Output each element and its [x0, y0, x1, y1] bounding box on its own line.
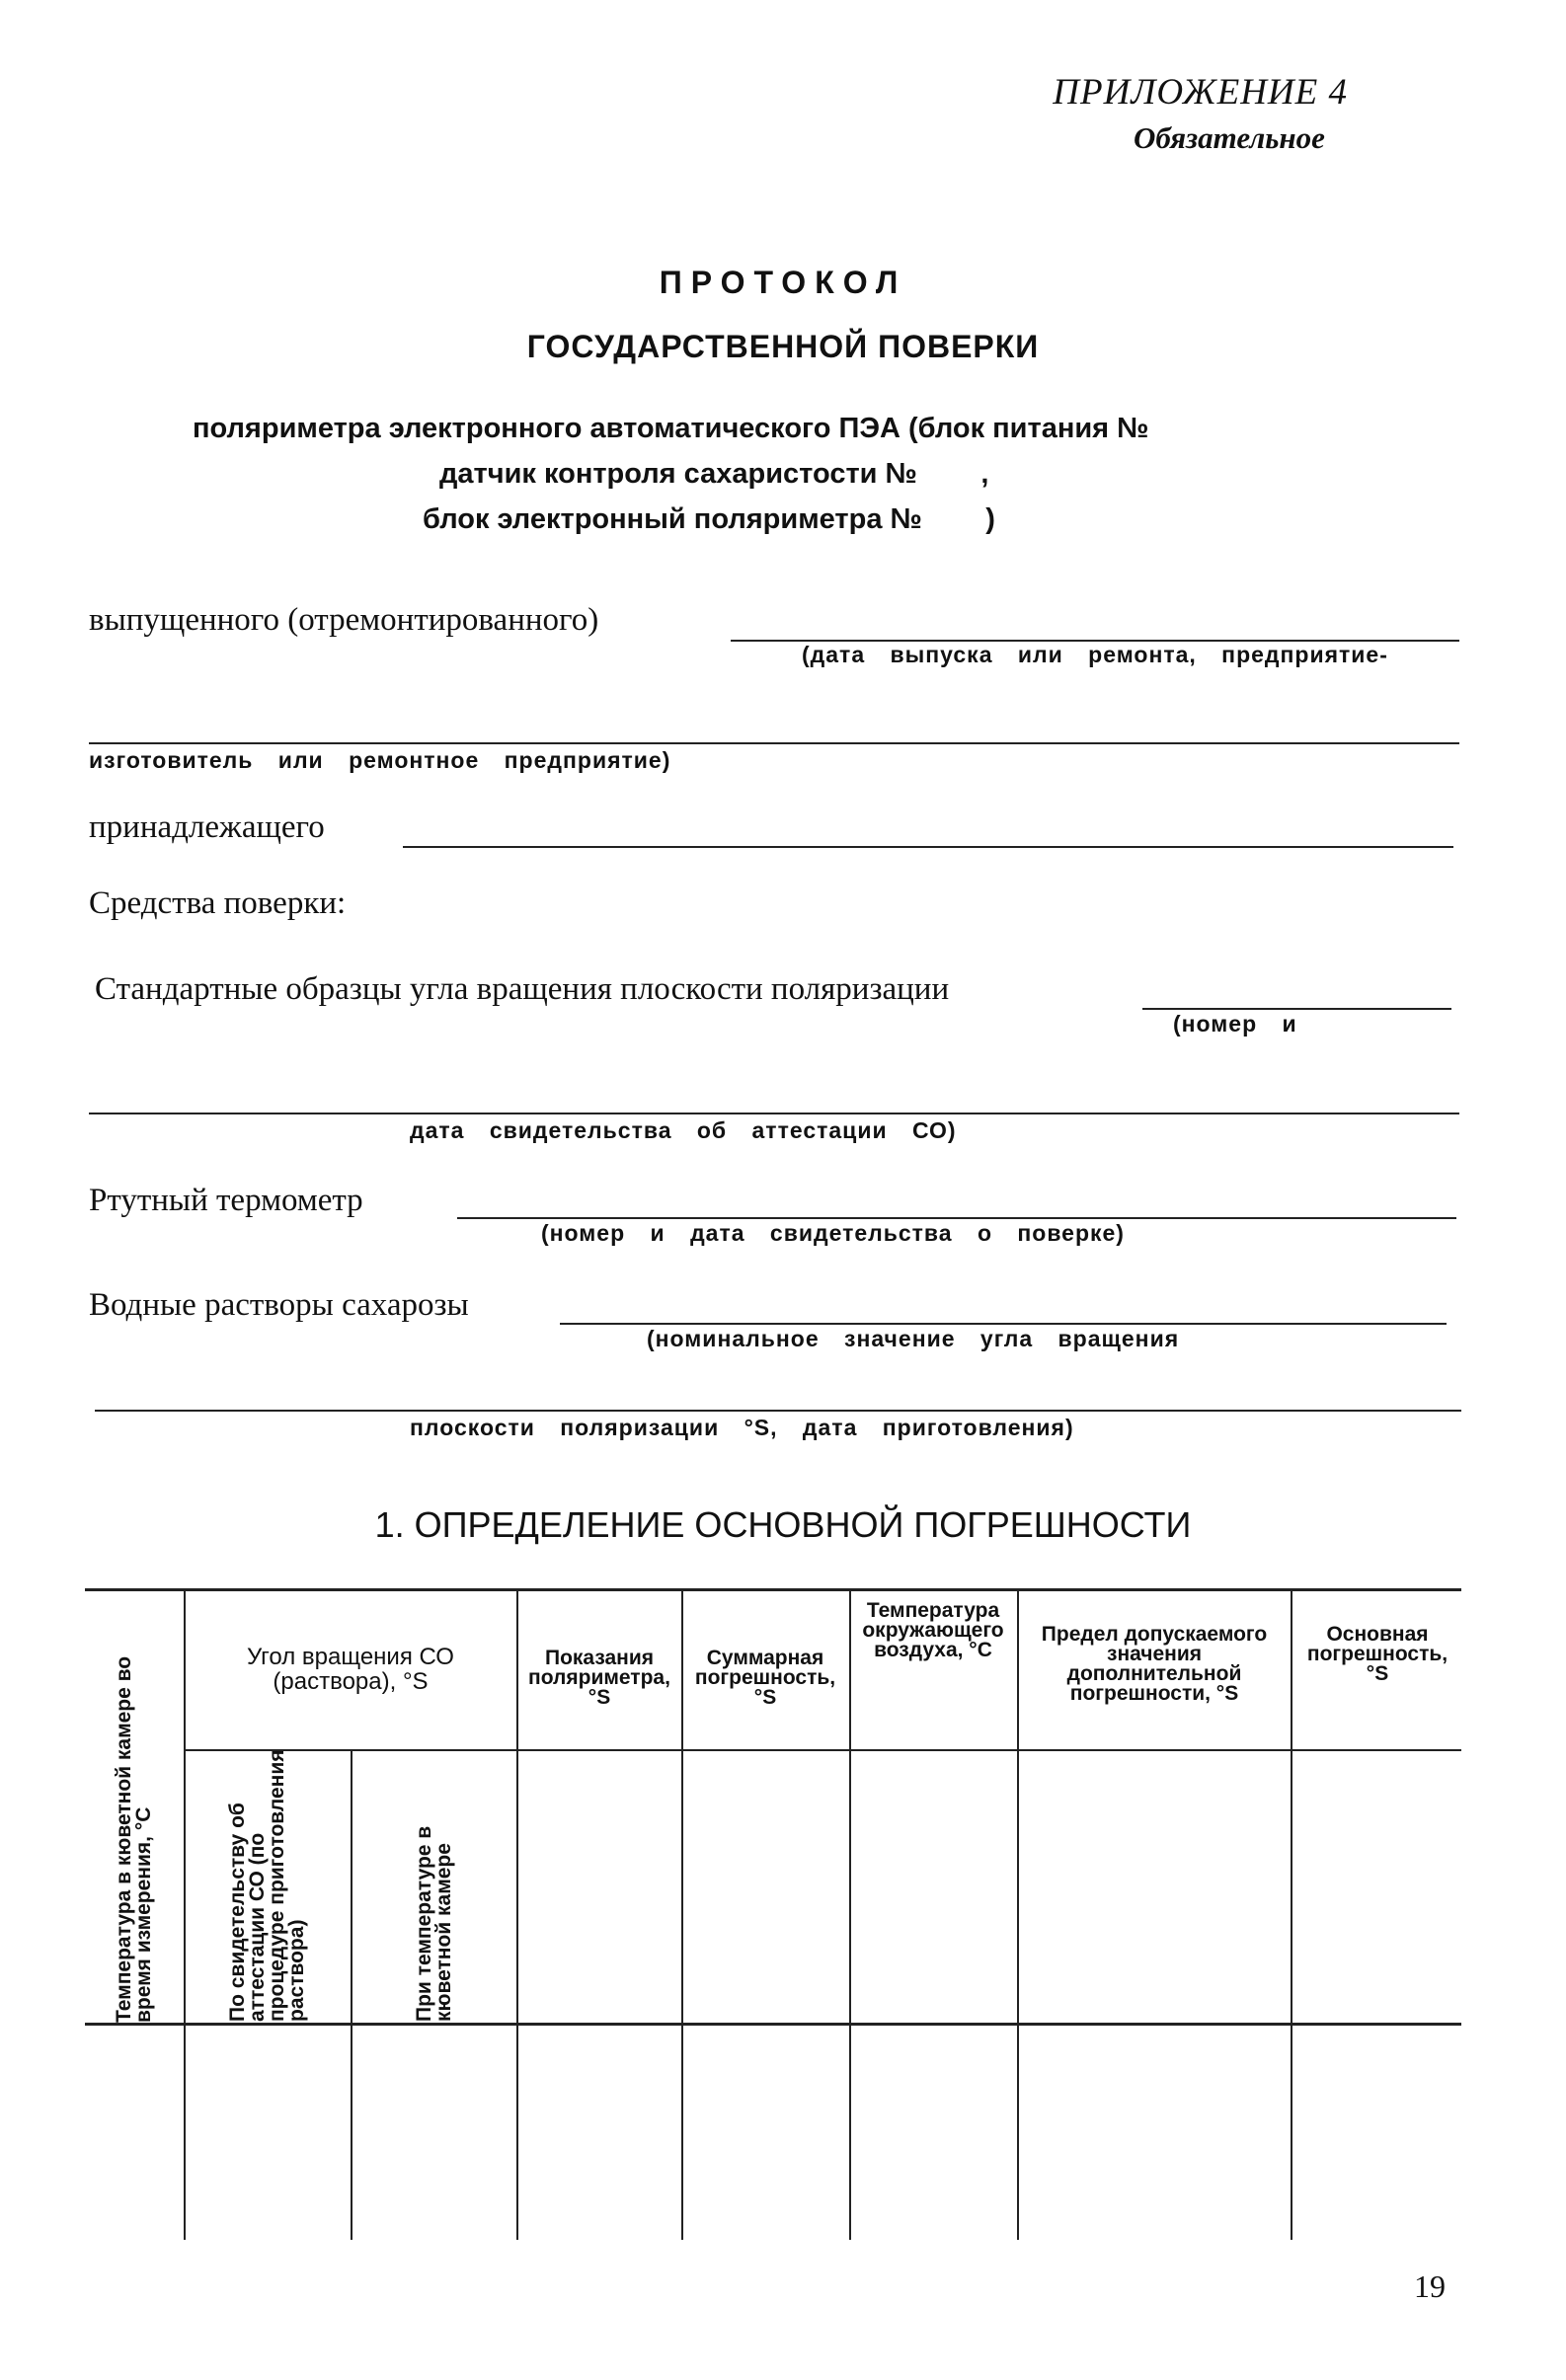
page-title: ПРОТОКОЛ [659, 265, 907, 300]
col-angle-cert-header: По свидетельству об аттестации СО (по процедуре приготовления раствора) [225, 1749, 308, 2022]
thermometer-field-line[interactable] [457, 1217, 1456, 1219]
col-readings-header: Показания поляриметра, °S [528, 1647, 670, 1709]
page-subtitle: ГОСУДАРСТВЕННОЙ ПОВЕРКИ [526, 329, 1040, 364]
thermometer-hint: (номер и дата свидетельства о поверке) [541, 1220, 1125, 1246]
mandatory-label: Обязательное [1134, 120, 1325, 155]
appendix-label: ПРИЛОЖЕНИЕ 4 [1053, 72, 1348, 113]
col-divider [681, 1588, 683, 2240]
device-line-2: датчик контроля сахаристости № , [439, 458, 989, 490]
col-divider [1017, 1588, 1019, 2240]
released-hint-2: изготовитель или ремонтное предприятие) [89, 747, 671, 773]
solutions-field-line[interactable] [560, 1323, 1447, 1325]
standards-field-line[interactable] [1142, 1008, 1451, 1010]
device-line-1: поляриметра электронного автоматического ПЭА (блок питания № [193, 413, 1149, 444]
col-angle-group-header: Угол вращения СО (раствора), °S [247, 1644, 454, 1695]
col-total-error-header: Суммарная погрешность, °S [694, 1647, 836, 1709]
col-divider [849, 1588, 851, 2240]
col-basic-error-header: Основная погрешность, °S [1306, 1623, 1449, 1685]
standards-field-line-2[interactable] [89, 1113, 1459, 1114]
means-label: Средства поверки: [89, 885, 347, 921]
standards-hint-2: дата свидетельства об аттестации СО) [410, 1117, 957, 1143]
solutions-hint-1: (номинальное значение угла вращения [647, 1326, 1180, 1351]
standards-hint-1: (номер и [1173, 1011, 1297, 1036]
col-temp-cell-header: Температура в кюветной камере во время измерения, °С [113, 1655, 155, 2023]
table-header-bottom [85, 2023, 1461, 2026]
col-ambient-temp-header: Температура окружающего воздуха, °С [862, 1599, 1004, 1661]
section-title: 1. ОПРЕДЕЛЕНИЕ ОСНОВНОЙ ПОГРЕШНОСТИ [374, 1504, 1192, 1545]
page-number: 19 [1414, 2268, 1446, 2304]
col-divider [1291, 1588, 1292, 2240]
col-limit-header: Предел допускаемого значения дополнительной погрешности, °S [1041, 1623, 1268, 1705]
header-sub-divider [516, 1749, 1461, 1751]
standards-label: Стандартные образцы угла вращения плоскости поляризации [95, 971, 950, 1007]
thermometer-label: Ртутный термометр [89, 1183, 363, 1218]
solutions-label: Водные растворы сахарозы [89, 1287, 469, 1323]
device-line-3: блок электронный поляриметра № ) [423, 503, 995, 535]
table-top-border [85, 1588, 1461, 1591]
released-field-line-2[interactable] [89, 742, 1459, 744]
solutions-hint-2: плоскости поляризации °S, дата приготовления) [410, 1415, 1074, 1440]
owned-label: принадлежащего [89, 809, 325, 845]
solutions-field-line-2[interactable] [95, 1410, 1461, 1412]
col-angle-temp-header: При температуре в кюветной камере [412, 1825, 455, 2022]
owned-field-line[interactable] [403, 846, 1453, 848]
released-hint-1: (дата выпуска или ремонта, предприятие- [802, 642, 1388, 667]
released-label: выпущенного (отремонтированного) [89, 602, 599, 638]
